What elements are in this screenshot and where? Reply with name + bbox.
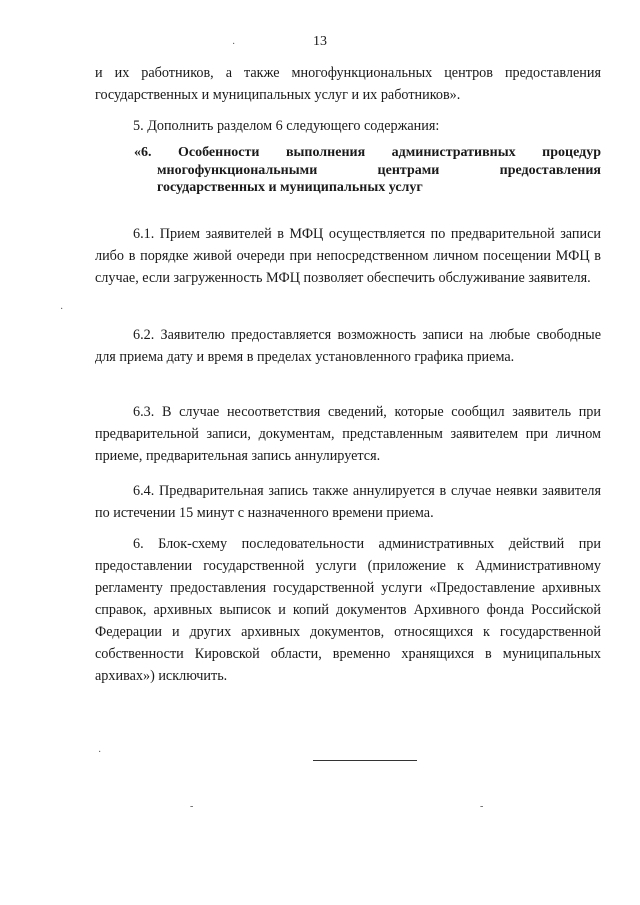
paragraph-6-3: 6.3. В случае несоответствия сведений, которые сообщил заявитель при предварительной записи, документам, представленным заявителем при личном приеме, предварительная запись аннулируется. (95, 404, 601, 464)
section-heading (134, 144, 601, 197)
scan-speck: · (98, 747, 102, 758)
amendment-paragraph: 5. Дополнить разделом 6 следующего содержания: (133, 118, 440, 134)
section-heading-line-1: «6. Особенности выполнения административных процедур (134, 145, 601, 160)
paragraph-6-2: 6.2. Заявителю предоставляется возможность записи на любые свободные для приема дату и время в пределах установленного графика приема. (95, 327, 601, 365)
section-heading-line-3: государственных и муниципальных услуг (157, 180, 423, 195)
end-rule (313, 760, 417, 761)
paragraph-6-4: 6.4. Предварительная запись также аннулируется в случае неявки заявителя по истечении 15 минут с назначенного времени приема. (95, 483, 601, 521)
continued-line-1: и их работников, а также многофункциональных центров предоставления (95, 65, 601, 81)
scan-speck: · (232, 39, 236, 50)
page-number: 13 (313, 34, 327, 49)
continued-line-2: государственных и муниципальных услуг и их работников». (95, 87, 461, 103)
paragraph-6: 6. Блок-схему последовательности административных действий при предоставлении государственной услуги (приложение к Административному регламенту предоставления государственной услуги «Предоставление архивных справок, архивных выписок и копий документов Архивного фонда Российской Федерации и других архивных документов, относящихся к государственной собственности Кировской области, временно хранящихся в муниципальных архивах») исключить. (95, 536, 601, 684)
section-heading-line-2: многофункциональными центрами предоставления (157, 162, 601, 178)
paragraph-6-1: 6.1. Прием заявителей в МФЦ осуществляется по предварительной записи либо в порядке живой очереди при непосредственном личном посещении МФЦ в случае, если загруженность МФЦ позволяет обеспечить обслуживание заявителя. (95, 226, 601, 286)
scan-speck: - (190, 801, 194, 812)
scan-speck: · (60, 304, 64, 315)
scan-speck: - (480, 801, 484, 812)
